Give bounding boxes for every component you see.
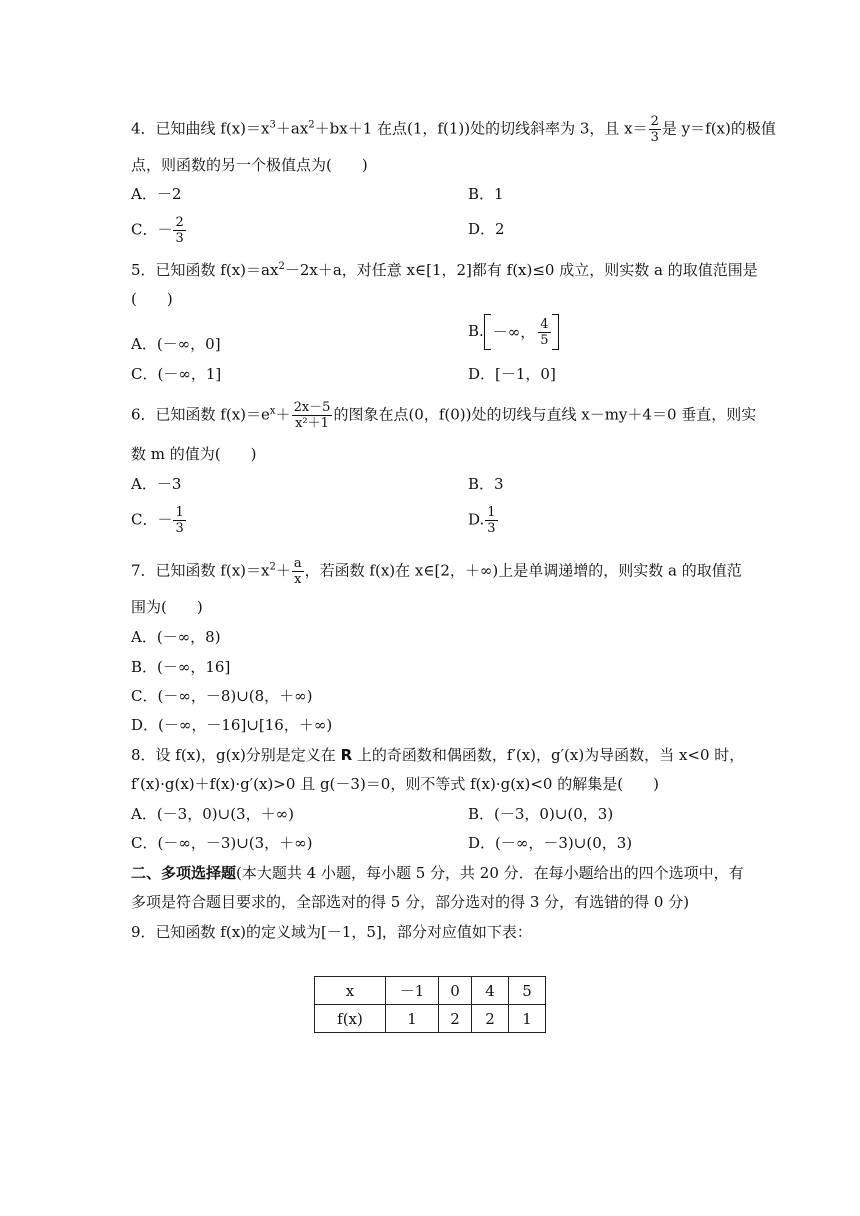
q8-line1: 8．设 f(x)，g(x)分别是定义在 R 上的奇函数和偶函数，f′(x)，g′(x)为导函数，当 x<0 时， xyxy=(131,746,745,764)
table-cell: 2 xyxy=(439,1005,472,1033)
q7-option-c: C．(－∞，－8)∪(8，＋∞) xyxy=(131,687,313,705)
q6-line1: 6．已知函数 $f(x)=e^x+$ $\frac{2x-5}{\text{x²＋1}}$ 的图象在点(0，f(0))处的切线与直线 x－my＋4＝0 垂直，则实 xyxy=(131,400,757,431)
q6-option-b: B．3 xyxy=(468,475,504,493)
section-header-line2: 多项是符合题目要求的，全部选对的得 5 分，部分选对的得 3 分，有选错的得 0 分) xyxy=(131,893,690,911)
table-cell: 1 xyxy=(509,1005,546,1033)
q6-option-c: C．－ $\frac{1}{3}$ xyxy=(131,505,184,536)
q4-option-c: C．－ $\frac{2}{3}$ xyxy=(131,215,184,246)
table-cell: 0 xyxy=(439,977,472,1005)
q9-line1: 9．已知函数 f(x)的定义域为[－1，5]，部分对应值如下表： xyxy=(131,923,532,941)
q8-option-b: B．(－3，0)∪(0，3) xyxy=(468,805,614,823)
q5-line2: ( ) xyxy=(131,290,173,308)
q4-text: ＋ax xyxy=(275,119,309,138)
q7-option-b: B．(－∞，16] xyxy=(131,658,231,676)
table-cell: 4 xyxy=(472,977,509,1005)
section-header-line1: 二、多项选择题(本大题共 4 小题，每小题 5 分，共 20 分．在每小题给出的四个选项中，有 xyxy=(131,864,744,882)
q6-line2: 数 m 的值为( ) xyxy=(131,445,257,463)
q4-text: 4．已知曲线 f(x)＝x xyxy=(131,119,270,138)
q7-line2: 围为( ) xyxy=(131,598,203,616)
q7-option-a: A．(－∞，8) xyxy=(131,628,221,646)
q4-line2: 点，则函数的另一个极值点为( ) xyxy=(131,156,368,174)
q8-option-a: A．(－3，0)∪(3，＋∞) xyxy=(131,805,294,823)
fraction: $\frac{2}{3}$ xyxy=(650,114,659,145)
table-cell: f(x) xyxy=(315,1005,386,1033)
q4-option-a: A．－2 xyxy=(131,185,182,203)
q5-option-a: A．(－∞，0] xyxy=(131,335,221,353)
q4-line1: 4．已知曲线 $f(x)=x^3+ax^2+bx+1$ 在点(1，f(1))处的切线斜率为 3，且 x＝ $\frac{2}{3}$ 是 y＝f(x)的极值 xyxy=(131,114,776,145)
q4-option-b: B．1 xyxy=(468,185,504,203)
q6-option-a: A．－3 xyxy=(131,475,182,493)
q6-option-d: D. $\frac{1}{3}$ xyxy=(468,505,496,536)
q8-option-c: C．(－∞，－3)∪(3，＋∞) xyxy=(131,834,313,852)
q4-text: 是 y＝f(x)的极值 xyxy=(661,119,776,138)
value-table xyxy=(314,976,546,1033)
q5-option-c: C．(－∞，1] xyxy=(131,365,222,383)
table-cell: 1 xyxy=(386,1005,439,1033)
table-cell: x xyxy=(315,977,386,1005)
q5-option-d: D．[－1，0] xyxy=(468,365,556,383)
table-cell: 5 xyxy=(509,977,546,1005)
q5-line1: 5．已知函数 $f(x)=ax^2-2x+a$，对任意 x∈[1，2]都有 f(x)≤0 成立，则实数 a 的取值范围是 xyxy=(131,261,758,279)
table-row xyxy=(315,977,546,1005)
q8-line2: f′(x)·g(x)＋f(x)·g′(x)>0 且 g(－3)＝0，则不等式 f(x)·g(x)<0 的解集是( ) xyxy=(131,775,659,793)
q8-option-d: D．(－∞，－3)∪(0，3) xyxy=(468,834,633,852)
table-row xyxy=(315,1005,546,1033)
q7-line1: 7．已知函数 $f(x)=x^2+$ $\frac{a}{x}$ ，若函数 f(x)在 x∈[2，＋∞)上是单调递增的，则实数 a 的取值范 xyxy=(131,556,742,587)
q4-option-d: D．2 xyxy=(468,220,505,238)
table-cell: 2 xyxy=(472,1005,509,1033)
q4-text: ＋bx＋1 在点(1，f(1))处的切线斜率为 3，且 x＝ xyxy=(314,119,648,138)
q7-option-d: D．(－∞，－16]∪[16，＋∞) xyxy=(131,716,333,734)
table-cell: －1 xyxy=(386,977,439,1005)
q5-option-b: B. －∞， $\frac{4}{5}$ xyxy=(468,314,559,350)
